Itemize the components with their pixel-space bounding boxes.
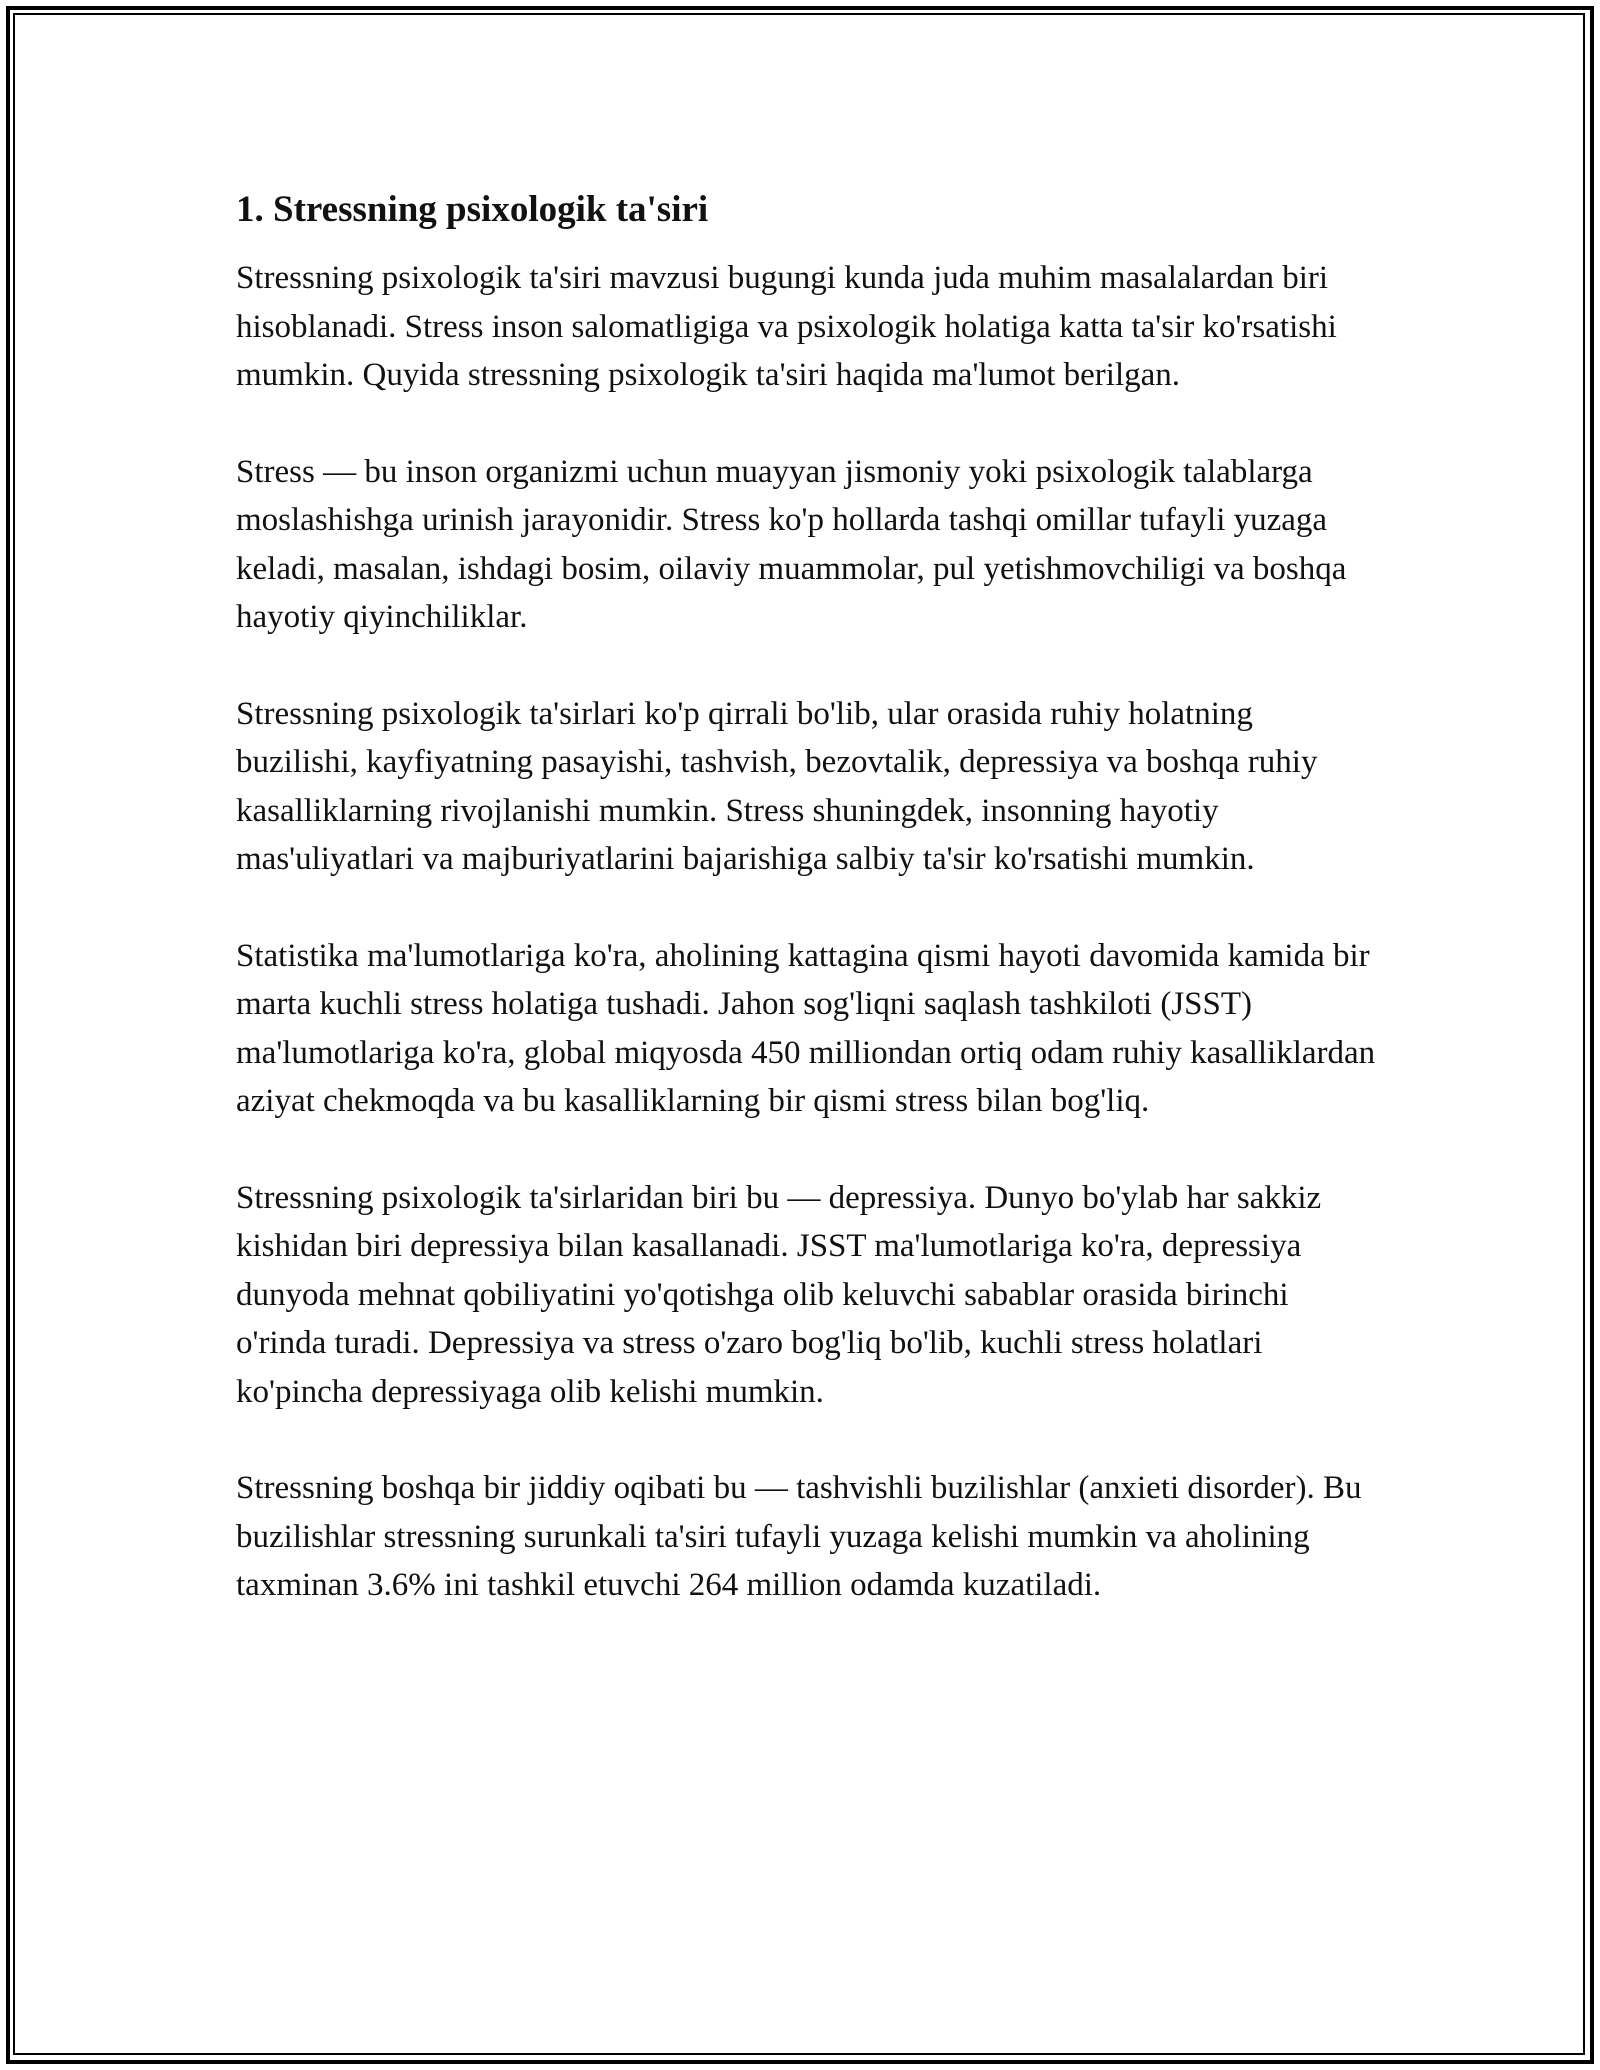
section-heading: 1. Stressning psixologik ta'siri — [236, 189, 709, 230]
paragraph-intro: Stressning psixologik ta'siri mavzusi bugungi kunda juda muhim masalalardan biri hisoblanadi. Stress inson salomatligiga va psixologik holatiga katta ta'sir ko'rsatishi mumkin. Quyida stressning psixologik ta'siri haqida ma'lumot berilgan. — [236, 260, 1337, 393]
paragraph-statistics: Statistika ma'lumotlariga ko'ra, aholining kattagina qismi hayoti davomida kamida bir marta kuchli stress holatiga tushadi. Jahon sog'liqni saqlash tashkiloti (JSST) ma'lumotlariga ko'ra, global miqyosda 450 milliondan ortiq odam ruhiy kasalliklardan aziyat chekmoqda va bu kasalliklarning bir qismi stress bilan bog'liq. — [236, 937, 1376, 1119]
paragraph-anxiety: Stressning boshqa bir jiddiy oqibati bu — tashvishli buzilishlar (anxieti disorder). Bu buzilishlar stressning surunkali ta'siri tufayli yuzaga kelishi mumkin va aholining taxminan 3.6% ini tashkil etuvchi 264 million odamda kuzatiladi. — [236, 1470, 1362, 1603]
document-body — [236, 186, 1376, 1658]
paragraph-depression: Stressning psixologik ta'sirlaridan biri bu — depressiya. Dunyo bo'ylab har sakkiz kishidan biri depressiya bilan kasallanadi. JSST ma'lumotlariga ko'ra, depressiya dunyoda mehnat qobiliyatini yo'qotishga olib keluvchi sabablar orasida birinchi o'rinda turadi. Depressiya va stress o'zaro bog'liq bo'lib, kuchli stress holatlari ko'pincha depressiyaga olib kelishi mumkin. — [236, 1179, 1322, 1410]
paragraph-psychological-effects: Stressning psixologik ta'sirlari ko'p qirrali bo'lib, ular orasida ruhiy holatning buzilishi, kayfiyatning pasayishi, tashvish, bezovtalik, depressiya va boshqa ruhiy kasalliklarning rivojlanishi mumkin. Stress shuningdek, insonning hayotiy mas'uliyatlari va majburiyatlarini bajarishiga salbiy ta'sir ko'rsatishi mumkin. — [236, 695, 1318, 877]
paragraph-stress-definition: Stress — bu inson organizmi uchun muayyan jismoniy yoki psixologik talablarga moslashishga urinish jarayonidir. Stress ko'p hollarda tashqi omillar tufayli yuzaga keladi, masalan, ishdagi bosim, oilaviy muammolar, pul yetishmovchiligi va boshqa hayotiy qiyinchiliklar. — [236, 453, 1347, 635]
